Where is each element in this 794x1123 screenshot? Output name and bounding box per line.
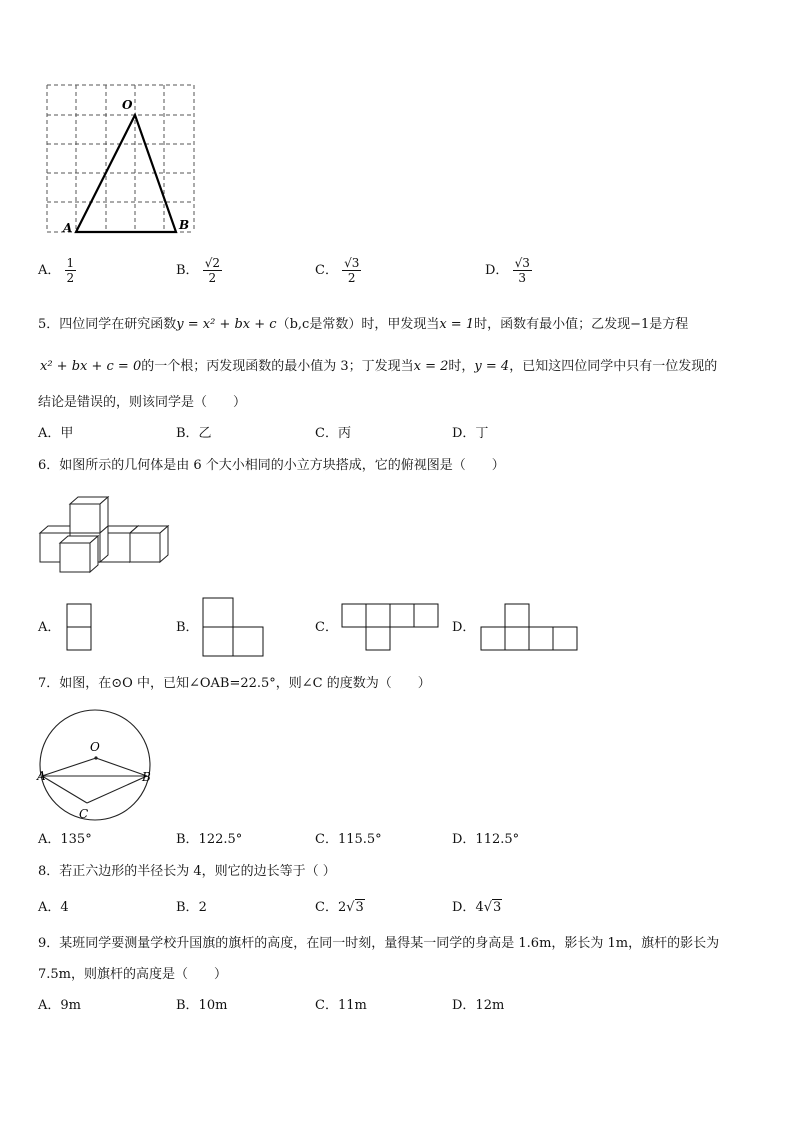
q8-option-d[interactable]: D．4√3 (452, 900, 502, 915)
q4-option-b[interactable]: B． $\frac{√2}{2}$ (176, 256, 220, 285)
q5-option-b[interactable]: B．乙 (176, 426, 212, 441)
q7-option-c[interactable]: C．115.5° (315, 832, 382, 847)
q7-option-a[interactable]: A．135° (38, 832, 92, 847)
q6-option-a[interactable]: A． (38, 620, 61, 635)
q6-stem: 6．如图所示的几何体是由 6 个大小相同的小立方块搭成，它的俯视图是（ ） (38, 458, 505, 473)
q9-option-a[interactable]: A．9m (38, 998, 81, 1013)
q7-label-a: A (37, 769, 46, 783)
q5-stem-line1: 5．四位同学在研究函数y = x² + bx + c（b,c是常数）时，甲发现当x = 1时，函数有最小值；乙发现−1是方程 (38, 317, 689, 332)
q4-option-a[interactable]: A． $\frac{1}{2}$ (38, 256, 75, 285)
q5-option-a[interactable]: A．甲 (38, 426, 74, 441)
q5-option-c[interactable]: C．丙 (315, 426, 351, 441)
q8-option-c[interactable]: C．2√3 (315, 900, 364, 915)
q5-option-d[interactable]: D．丁 (452, 426, 489, 441)
q4-label-a: A (63, 221, 73, 235)
q9-option-b[interactable]: B．10m (176, 998, 228, 1013)
q6-option-c-view[interactable] (341, 603, 439, 651)
q8-stem: 8．若正六边形的半径长为 4，则它的边长等于（ ） (38, 864, 336, 879)
q9-stem-line1: 9．某班同学要测量学校升国旗的旗杆的高度，在同一时刻，量得某一同学的身高是 1.6m，影长为 1m，旗杆的影长为 (38, 936, 720, 951)
q4-triangle-figure (38, 80, 203, 238)
q4-option-c[interactable]: C． $\frac{√3}{2}$ (315, 256, 360, 285)
q4-option-d[interactable]: D． $\frac{√3}{3}$ (485, 256, 530, 285)
q8-option-b[interactable]: B．2 (176, 900, 207, 915)
q9-stem-line2: 7.5m，则旗杆的高度是（ ） (38, 967, 228, 982)
q4-label-b: B (179, 218, 190, 232)
q7-label-c: C (79, 807, 89, 821)
q9-option-c[interactable]: C．11m (315, 998, 367, 1013)
q8-option-a[interactable]: A．4 (38, 900, 69, 915)
q7-circle-figure (36, 707, 156, 822)
q9-option-d[interactable]: D．12m (452, 998, 505, 1013)
q6-option-a-view[interactable] (66, 603, 92, 651)
q6-cubes-figure (38, 496, 174, 576)
q6-option-d-view[interactable] (480, 603, 578, 651)
q4-label-o: O (122, 98, 133, 112)
q7-option-b[interactable]: B．122.5° (176, 832, 243, 847)
q7-circle (40, 710, 150, 820)
q6-option-b[interactable]: B． (176, 620, 199, 635)
q6-option-b-view[interactable] (202, 597, 264, 657)
q4-dashed-grid (47, 85, 194, 232)
q5-stem-line2: x² + bx + c = 0的一个根；丙发现函数的最小值为 3；丁发现当x = 2时，y = 4，已知这四位同学中只有一位发现的 (40, 359, 718, 374)
q6-option-d[interactable]: D． (452, 620, 476, 635)
q6-option-c[interactable]: C． (315, 620, 338, 635)
q5-stem-line3: 结论是错误的，则该同学是（ ） (38, 395, 247, 410)
q7-option-d[interactable]: D．112.5° (452, 832, 520, 847)
q7-stem: 7．如图，在⊙O 中，已知∠OAB=22.5°，则∠C 的度数为（ ） (38, 676, 431, 691)
q7-label-b: B (142, 770, 151, 784)
q7-label-o: O (90, 740, 100, 754)
